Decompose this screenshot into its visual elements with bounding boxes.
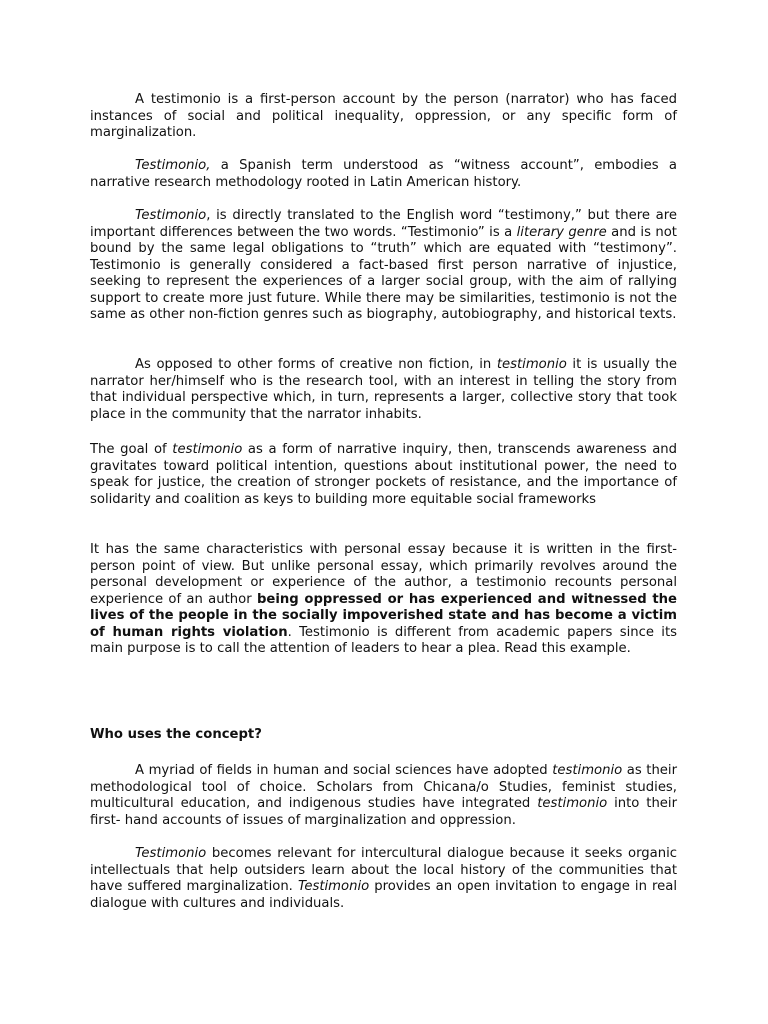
paragraph-narrator: As opposed to other forms of creative non fiction, in testimonio it is usually the narrator her/himself who is the research tool, with an interest in telling the story from that individual perspective which, in turn, represents a larger, collective story that took place in the community that the narrator inhabits.	[90, 357, 677, 422]
paragraph-goal: The goal of testimonio as a form of narrative inquiry, then, transcends awareness and gravitates toward political intention, questions about institutional power, the need to speak for justice, the creation of stronger pockets of resistance, and the importance of solidarity and coalition as keys to building more equitable social frameworks	[90, 442, 678, 507]
paragraph-personal-essay: It has the same characteristics with personal essay because it is written in the first-person point of view. But unlike personal essay, which primarily revolves around the personal development or experience of the author, a testimonio recounts personal experience of an author being oppressed or has experienced and witnessed the lives of the people in the socially impoverished state and has become a victim of human rights violation. Testimonio is different from academic papers since its main purpose is to call the attention of leaders to hear a plea. Read this example.	[90, 542, 677, 656]
paragraph-fields: A myriad of fields in human and social sciences have adopted testimonio as their methodological tool of choice. Scholars from Chicana/o Studies, feminist studies, multicultural education, and indigenous studies have integrated testimonio into their first- hand accounts of issues of marginalization and oppression.	[90, 763, 678, 828]
paragraph-spanish-term: Testimonio, a Spanish term understood as “witness account”, embodies a narrative research methodology rooted in Latin American history.	[90, 158, 677, 190]
section-heading: Who uses the concept?	[90, 727, 262, 742]
paragraph-translation: Testimonio, is directly translated to the English word “testimony,” but there are important differences between the two words. “Testimonio” is a literary genre and is not bound by the same legal obligations to “truth” which are equated with “testimony”. Testimonio is generally considered a fact-based first person narrative of injustice, seeking to represent the experiences of a larger social group, with the aim of rallying support to create more just future. While there may be similarities, testimonio is not the same as other non-fiction genres such as biography, autobiography, and historical texts.	[90, 208, 677, 322]
paragraph-intercultural: Testimonio becomes relevant for intercultural dialogue because it seeks organic intellectuals that help outsiders learn about the local history of the communities that have suffered marginalization. Testimonio provides an open invitation to engage in real dialogue with cultures and individuals.	[90, 846, 677, 911]
paragraph-definition: A testimonio is a first-person account by the person (narrator) who has faced instances of social and political inequality, oppression, or any specific form of marginalization.	[90, 92, 677, 140]
